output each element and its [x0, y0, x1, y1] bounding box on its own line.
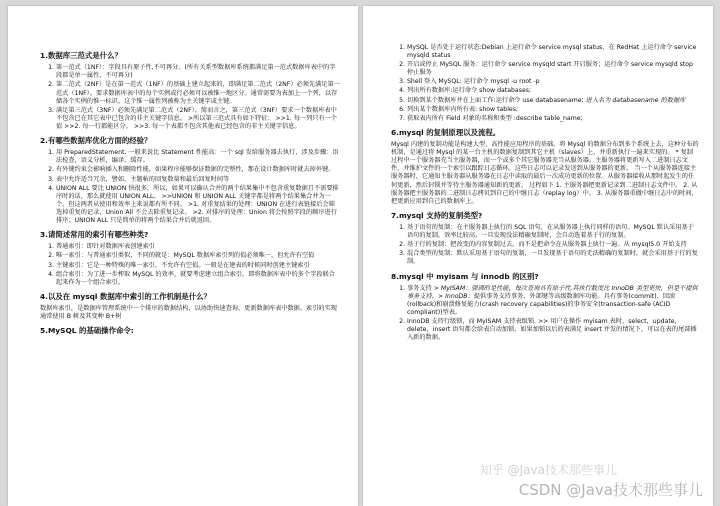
list-item: 5. 切换到某个数据库并在上面工作:运行命令 use databasename; 进入名为 databasename 的数据库: [407, 97, 699, 105]
section-1-title: 1.数据库三范式是什么？: [40, 51, 122, 60]
section-8-title: 8.mysql 中 myisam 与 innodb 的区别?: [391, 271, 539, 281]
list-item: 1. 第一范式（1NF）：字段具有原子性,不可再分。(所有关系型数据库系统都满足第一范式数据库表中的字段都是单一属性，不可再分): [56, 64, 340, 80]
section-3-list: [40, 243, 340, 286]
list-item: 2. 唯一索引：与普通索引类似，不同的就是：MySQL 数据库索引列的值必须唯一，但允许有空值: [56, 252, 340, 260]
list-item: 3. 满足第三范式（3NF）必须先满足第二范式（2NF）。简而言之，第三范式（3NF）要求一个数据库表中不包含已在其它表中已包含的非主关键字信息。 >所以第三范式具有如下特征： >>1. 每一列只有一个值 >>2. 每一行都能区分。 >>3. 每一个表都不包含其他表已经包含的非主关键字信息。: [56, 107, 340, 131]
list-item: 3. Shell 登入 MySQL: 运行命令 mysql -u root -p: [407, 78, 699, 86]
list-item: 1. 用 PreparedStatement, 一般来说比 Statement 性能高：一个 sql 发给服务器去执行，涉及步骤：语法检查、语义分析，编译，缓存。: [56, 149, 340, 165]
list-item: 3. 混合类型的复制：默认采用基于语句的复制，一旦发现基于语句的无法精确的复制时，就会采用基于行的复制。: [407, 250, 699, 266]
section-4-title: 4.以及在 mysql 数据库中索引的工作机制是什么？: [40, 291, 211, 301]
section-7-list: [391, 224, 699, 266]
list-item: 3. 主键索引：它是一种特殊的唯一索引，不允许有空值。一般是在建表的时候同时创建主键索引: [56, 262, 340, 270]
right-page: [363, 6, 713, 506]
section-2-title: 2.有哪些数据库优化方面的经验？: [40, 136, 152, 145]
list-item: 4. 组合索引：为了进一步榨取 MySQL 的效率，就要考虑建立组合索引。即将数据库表中的多个字段联合起来作为一个组合索引。: [56, 271, 340, 287]
list-item: 4. UNION ALL 要比 UNION 快很多，所以，如果可以确认合并的两个结果集中不包含重复数据且不需要排序时的话，那么就使用 UNION ALL。 >>UNION 和 UNION ALL 关键字都是将两个结果集合并为一个，但这两者从使用和效率上来说都有所不同。 >1. 对重复结果的处理：UNION 在进行表链接后会筛选掉重复的记录，Union All 不会去除重复记录。 >2. 对排序的处理：Union 将会按照字段的顺序进行排序；UNION ALL 只是简单的将两个结果合并后就返回。: [56, 185, 340, 225]
section-7-title: 7.mysql 支持的复制类型?: [391, 210, 483, 220]
section-5-list: [391, 44, 699, 123]
list-item: 3. 表中允许适当冗余，譬如，主题帖的回复数量和最后回复时间等: [56, 176, 340, 184]
watermark-zhihu: 知乎 @Java技术那些事儿: [479, 463, 617, 477]
section-4-text: 数据库索引，是数据库管理系统中一个排序的数据结构，以协助快速查询、更新数据库表中数据。索引的实现通常使用 B 树及其变种 B+树: [40, 305, 337, 321]
list-item: 1. MySQL 是否处于运行状态:Debian 上运行命令 service mysql status，在 RedHat 上运行命令 service mysqld status: [407, 44, 699, 60]
section-6-text: Mysql 内建的复制功能是构建大型，高性能应用程序的基础。将 Mysql 的数据分布到多个系统上去，这种分布的机制，是通过将 Mysql 的某一台主机的数据复制到其它主机（slaves）上，并重新执行一遍来实现的。 * 复制过程中一个服务器充当主服务器，而一个或多个其它服务器充当从服务器。主服务器将更新写入二进制日志文件，并维护文件的一个索引以跟踪日志循环。这些日志可以记录发送到从服务器的更新。 当一个从服务器连接主服务器时，它通知主服务器从服务器在日志中读取的最后一次成功更新的位置。从服务器接收从那时起发生的任何更新，然后封锁并等待主服务器通知新的更新。 过程如下 1. 主服务器把更新记录到二进制日志文件中。 2. 从服务器把主服务器的二进制日志拷贝到自己的中继日志（replay log）中。 3. 从服务器重做中继日志中的时间，把更新应用到自己的数据库上。: [391, 141, 699, 205]
list-item: 2. 第二范式（2NF）是在第一范式（1NF）的基础上建立起来的，即满足第二范式（2NF）必须先满足第一范式（1NF）。要求数据库表中的每个实例或行必须可以被惟一地区分。通常需要为表加上一个列，以存储各个实例的惟一标识。这个惟一属性列被称为主关键字或主键。: [56, 81, 340, 105]
section-8-list: [391, 285, 699, 343]
watermark-csdn: CSDN @Java技术那些事儿: [518, 481, 703, 499]
list-item: 7. 获取表内所有 Field 对象的名称和类型 :describe table_name;: [407, 115, 699, 123]
list-item: 1. 普通索引：即针对数据库表创建索引: [56, 243, 340, 251]
section-3-title: 3.请简述常用的索引有哪些种类?: [40, 230, 149, 240]
list-item: 2. InnoDB 支持行级锁，而 MyISAM 支持表级锁. >> 用户在操作 myisam 表时，select，update，delete，insert 语句都会给表自动加锁，如果加锁以后的表满足 insert 并发的情况下，可以在表的尾部插入新的数据。: [407, 318, 699, 342]
list-item: 2. 开启或停止 MySQL 服务：运行命令 service mysqld start 开启服务；运行命令 service mysqld stop 停止服务: [407, 61, 699, 77]
list-item: 4. 列出所有数据库:运行命令 show databases;: [407, 87, 699, 95]
list-item: 1. 事务支持 > MyISAM：强调的是性能，每次查询具有原子性,其执行数度比 InnoDB 类型更快，但是不提供事务支持。> InnoDB：提供事务支持事务，外部键等高级数据库功能。具有事务(commit)、回滚(rollback)和崩溃修复能力(crash recovery capabilities)的事务安全(transaction-safe (ACID compliant))型表。: [407, 285, 699, 317]
left-page: [8, 6, 358, 506]
section-2-list: [40, 149, 340, 225]
list-item: 2. 有外键约束会影响插入和删除性能，如果程序能够保证数据的完整性，那在设计数据库时就去掉外键。: [56, 166, 340, 174]
list-item: 1. 基于语句的复制：在主服务器上执行的 SQL 语句，在从服务器上执行同样的语句。MySQL 默认采用基于语句的复制，效率比较高。一旦发现没法精确复制时，会自动选着基于行的复制。: [407, 224, 699, 240]
section-1-list: [40, 64, 340, 131]
section-5-title: 5.MySQL 的基础操作命令:: [40, 326, 134, 336]
list-item: 2. 基于行的复制：把改变的内容复制过去，而不是把命令在从服务器上执行一遍。从 mysql5.0 开始支持: [407, 241, 699, 249]
section-6-title: 6.mysql 的复制原理以及流程。: [391, 127, 501, 137]
list-item: 6. 列出某个数据库内所有表: show tables;: [407, 106, 699, 114]
